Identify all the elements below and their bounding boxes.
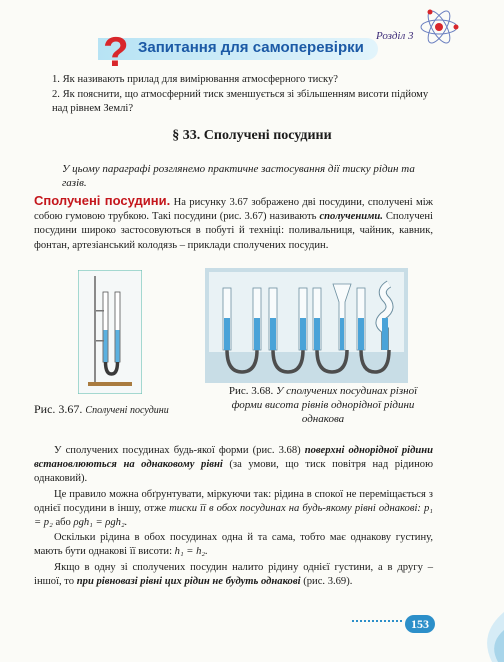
paragraph-density: Оскільки рідина в обох посудинах одна й та сама, тобто має однакову густину, мають бути однакові її висоти: h₁ = h₂. bbox=[34, 532, 433, 558]
question-2: 2. Як пояснити, що атмосферний тиск зменшується зі збільшенням висоти підйому над рівнем Землі? bbox=[52, 89, 429, 114]
banner-title: Запитання для самоперевірки bbox=[138, 39, 364, 56]
section-label: Розділ 3 bbox=[376, 30, 414, 42]
term-communicating-vessels: Сполучені посудини. bbox=[34, 193, 171, 208]
question-mark-icon bbox=[100, 28, 134, 72]
svg-text:?: ? bbox=[103, 28, 129, 72]
corner-wave-decoration bbox=[448, 604, 504, 662]
question-1: 1. Як називають прилад для вимірювання атмосферного тиску? bbox=[52, 74, 338, 85]
figure-3-67-image bbox=[78, 270, 142, 394]
paragraph-different-liquids: Якщо в одну зі сполучених посудин налито рідину однієї густини, а в другу – іншої, то при рівновазі рівні цих рідин не будуть однакові (рис. 3.69). bbox=[34, 561, 433, 587]
paragraph-rule: У сполучених посудинах будь-якої форми (рис. 3.68) поверхні однорідної рідини встановлюються на однаковому рівні (за умови, що тиск повітря над рідиною однаковий). bbox=[34, 445, 433, 485]
atom-icon bbox=[418, 8, 460, 46]
page-number: 153 bbox=[405, 615, 435, 633]
equation-heights: h₁ = h₂. bbox=[174, 546, 208, 558]
paragraph-justification: Це правило можна обґрунтувати, міркуючи так: рідина в спокої не переміщається з однієї посудини в іншу, отже тиски її в обох посудинах на будь-якому рівні однакові: p₁ = p₂ або ρgh₁ = ρgh₂. bbox=[34, 488, 433, 529]
page-number-divider bbox=[352, 620, 402, 622]
paragraph-definition: Сполучені посудини. На рисунку 3.67 зображено дві посудини, сполучені між собою гумовою трубкою. Такі посудини (рис. 3.67) називають сполученими. Сполучені посудини широко застосовуються в побуті й техніці: поливальниця, чайник, кавник, фонтан, артезіанський колодязь – приклади сполучених посудин. bbox=[34, 193, 433, 251]
figure-3-67-caption: Рис. 3.67. Сполучені посудини bbox=[34, 402, 169, 416]
figure-3-68-caption: Рис. 3.68. У сполучених посудинах різної форми висота рівнів однорідної рідини однакова bbox=[228, 385, 418, 425]
body-text bbox=[34, 444, 433, 589]
section-heading: § 33. Сполучені посудини bbox=[172, 128, 332, 143]
equation-pressure: p₁ = p₂ bbox=[34, 502, 433, 529]
intro-text: У цьому параграфі розглянемо практичне застосування дії тиску рідин та газів. bbox=[62, 163, 415, 189]
figure-3-68-image bbox=[205, 268, 408, 383]
equation-rho-g-h: ρgh₁ = ρgh₂. bbox=[73, 517, 128, 529]
